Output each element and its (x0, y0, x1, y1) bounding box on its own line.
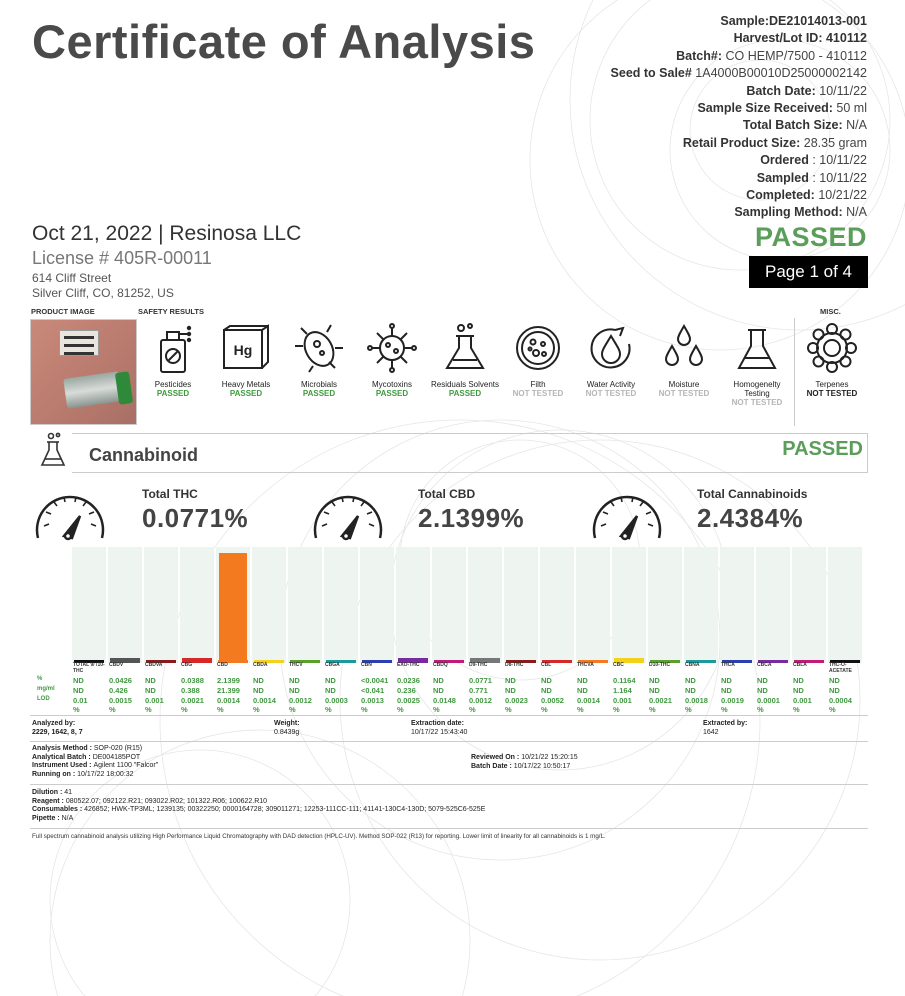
cell-lod: 0.0004 (829, 696, 852, 705)
cell-unit: % (829, 705, 836, 714)
meta-label: Seed to Sale# (610, 66, 696, 81)
misc-label: MISC. (820, 307, 841, 316)
gauge-icon (308, 486, 388, 546)
extracted-by (703, 720, 747, 737)
bar-track (180, 547, 214, 663)
cell-mg: ND (721, 686, 732, 695)
cell-mg: 0.426 (109, 686, 128, 695)
meta-label: Sampling Method: (734, 205, 847, 220)
meta-value: : 10/11/22 (812, 170, 867, 185)
meta-value: N/A (846, 205, 867, 220)
meta-label: Batch Date: (746, 83, 820, 98)
safety-pesticides (138, 322, 208, 399)
cell-lod: 0.0148 (433, 696, 456, 705)
safety-name: Water Activity (586, 380, 636, 389)
cell-lod: 0.0012 (469, 696, 492, 705)
cell-unit: % (289, 705, 296, 714)
footnote: Full spectrum cannabinoid analysis utilizing High Performance Liquid Chromatography with DAD detection (HPLC-UV). Method SOP-022 (R13) for reporting. Lower limit of linearity for all cannabinoids is 1 mg/L. (32, 833, 606, 840)
cannabinoid-status: PASSED (782, 438, 863, 460)
bar-track (576, 547, 610, 663)
cell-unit: % (325, 705, 332, 714)
meta-value: 10/11/22 (819, 83, 867, 98)
cell-pct: ND (289, 676, 300, 685)
cell-mg: ND (649, 686, 660, 695)
divider (30, 784, 868, 785)
safety-status: PASSED (448, 389, 482, 398)
cell-mg: ND (253, 686, 264, 695)
safety-name: Homogenelty Testing (733, 380, 781, 398)
safety-status: NOT TESTED (585, 389, 637, 398)
reviewed-on-value: 10/21/22 15:20:15 (521, 754, 578, 761)
cell-mg: ND (325, 686, 336, 695)
cell-mg: 21.399 (217, 686, 240, 695)
instrument-value: Agilent 1100 "Falcor" (93, 762, 159, 769)
safety-results-label: SAFETY RESULTS (138, 307, 204, 316)
safety-name: Filth (530, 380, 546, 389)
misc-divider (794, 318, 795, 426)
column-header: THC-O-ACETATE (829, 662, 852, 674)
analytical-batch-value: DE004185POT (92, 753, 141, 761)
cell-mg: 1.164 (613, 686, 632, 695)
misc-terpenes (797, 322, 867, 399)
lab-street: 614 Cliff Street (32, 271, 112, 285)
cell-pct: 0.1164 (613, 676, 636, 685)
analysis-method-value: SOP-020 (R15) (93, 745, 143, 752)
column-header: EXO-THC (397, 662, 420, 668)
cell-pct: ND (721, 676, 732, 685)
meta-value: 50 ml (836, 101, 867, 116)
reagents-block (32, 789, 485, 823)
cell-mg: ND (577, 686, 588, 695)
homogeneity-icon (731, 322, 783, 374)
running-on-value: 10/17/22 18:00:32 (77, 770, 134, 778)
safety-water-activity (576, 322, 646, 399)
safety-status: PASSED (302, 389, 336, 398)
gauge-icon (30, 486, 110, 546)
cell-unit: % (361, 705, 368, 714)
meta-label: Retail Product Size: (682, 135, 804, 150)
product-image (30, 319, 137, 425)
overall-status: PASSED (754, 222, 867, 252)
column-header: D10-THC (649, 662, 671, 668)
column-header: THCVA (577, 662, 594, 668)
reagent-value: 080522.07; 092122.R21; 093022.R02; 101322.R06; 100622.R10 (65, 797, 268, 805)
product-tube (63, 371, 123, 409)
cell-mg: 0.236 (397, 686, 416, 695)
cell-pct: ND (505, 676, 516, 685)
bar-track (720, 547, 754, 663)
column-header: THCA (721, 662, 735, 668)
cell-lod: 0.01 (73, 696, 88, 705)
weight (274, 720, 300, 737)
total-cbd-value: 2.1399% (418, 503, 525, 533)
extraction-date-value: 10/17/22 15:43:40 (411, 728, 468, 736)
misc-status: NOT TESTED (806, 389, 858, 398)
column-header: CBDVA (145, 662, 163, 668)
bar-track (324, 547, 358, 663)
page-indicator: Page 1 of 4 (749, 256, 868, 288)
reagent-label: Reagent : (32, 797, 66, 805)
safety-name: Mycotoxins (371, 380, 412, 389)
meta-value: 10/21/22 (818, 188, 867, 203)
column-header: CBDA (253, 662, 268, 668)
column-header: CBG (181, 662, 193, 668)
total-thc-value: 0.0771% (142, 503, 249, 533)
cell-pct: ND (253, 676, 264, 685)
gauge-icon (587, 486, 667, 546)
cell-pct: ND (793, 676, 804, 685)
column-header: THCV (289, 662, 303, 668)
water-activity-icon (585, 322, 637, 374)
reviewed-on-label: Reviewed On : (471, 754, 522, 761)
meta-label: Ordered (760, 153, 813, 168)
cell-pct: ND (433, 676, 444, 685)
column-header: CBD (217, 662, 228, 668)
column-header: CBNA (685, 662, 700, 668)
column-header: D8-THC (505, 662, 524, 668)
meta-label: Sampled (756, 170, 813, 185)
safety-heavy-metals (211, 322, 281, 399)
lab-city: Silver Cliff, CO, 81252, US (32, 286, 174, 300)
cell-pct: ND (73, 676, 84, 685)
cell-lod: 0.0001 (757, 696, 780, 705)
product-label (59, 330, 99, 356)
column-header: TOTAL 9/ /10-THC (73, 662, 105, 674)
cell-unit: % (721, 705, 728, 714)
meta-row (611, 170, 867, 187)
cell-unit: % (397, 705, 404, 714)
cell-unit: % (469, 705, 476, 714)
meta-value: CO HEMP/7500 - 410112 (725, 48, 867, 63)
cell-lod: 0.0021 (649, 696, 672, 705)
column-header: CBGA (325, 662, 340, 668)
extracted-by-label: Extracted by: (703, 720, 748, 727)
cell-lod: 0.0018 (685, 696, 708, 705)
document-title: Certificate of Analysis (32, 15, 536, 68)
column-header: CBL (541, 662, 552, 668)
pesticides-icon (153, 322, 193, 374)
safety-name: Moisture (668, 380, 700, 389)
moisture-icon (658, 322, 710, 374)
cell-unit: % (145, 705, 152, 714)
bar-cbd (219, 553, 247, 663)
bar-track (648, 547, 682, 663)
row-label-lod: LOD (37, 696, 50, 702)
analysis-method-label: Analysis Method : (32, 745, 94, 752)
meta-row (611, 100, 867, 117)
bar-track (468, 547, 502, 663)
cell-lod: 0.0025 (397, 696, 420, 705)
cell-lod: 0.0019 (721, 696, 744, 705)
column-header: CBCA (757, 662, 772, 668)
cell-lod: 0.0021 (181, 696, 204, 705)
cell-lod: 0.0015 (109, 696, 132, 705)
cell-lod: 0.0014 (253, 696, 276, 705)
cell-lod: 0.001 (793, 696, 812, 705)
cell-mg: ND (289, 686, 300, 695)
cell-mg: ND (73, 686, 84, 695)
extracted-by-value: 1642 (703, 728, 719, 736)
cell-mg: ND (541, 686, 552, 695)
cell-unit: % (541, 705, 548, 714)
cell-mg: <0.041 (361, 686, 385, 695)
dilution-value: 41 (64, 789, 73, 796)
cell-unit: % (685, 705, 692, 714)
safety-status: PASSED (375, 389, 409, 398)
weight-value: 0.8439g (274, 728, 300, 736)
meta-label: Batch#: (676, 48, 726, 63)
analytical-batch-label: Analytical Batch : (32, 753, 93, 761)
meta-row (611, 13, 867, 30)
bar-track (756, 547, 790, 663)
meta-label: Sample: (720, 14, 769, 28)
cell-unit: % (433, 705, 440, 714)
meta-row (611, 30, 867, 47)
cannabinoid-title: Cannabinoid (89, 445, 198, 465)
meta-value: 410112 (825, 31, 867, 46)
cell-mg: ND (793, 686, 804, 695)
lab-date-name: Oct 21, 2022 | Resinosa LLC (32, 222, 302, 245)
meta-row (611, 187, 867, 204)
cell-pct: ND (649, 676, 660, 685)
analyzed-by-value: 2229, 1642, 8, 7 (32, 728, 83, 736)
weight-label: Weight: (274, 720, 300, 727)
cell-mg: 0.388 (181, 686, 200, 695)
analyzed-by (32, 720, 83, 737)
cell-pct: 2.1399 (217, 676, 240, 685)
safety-homogeneity (722, 322, 792, 408)
cell-lod: 0.0052 (541, 696, 564, 705)
meta-value: N/A (846, 118, 867, 133)
bar-track (792, 547, 826, 663)
meta-value: 1A4000B00010D25000002142 (695, 66, 867, 81)
lab-license: License # 405R-00011 (32, 248, 212, 268)
mycotoxins-icon (366, 322, 418, 374)
meta-label: Sample Size Received: (697, 101, 837, 116)
column-header: D9-THC (469, 662, 488, 668)
row-label-pct: % (37, 676, 43, 682)
extraction-date (411, 720, 467, 737)
safety-status: NOT TESTED (731, 398, 783, 407)
heavy-metals-symbol: Hg (233, 342, 253, 358)
safety-name: Residuals Solvents (430, 380, 500, 389)
cannabinoid-flask-icon (40, 432, 66, 468)
safety-status: NOT TESTED (512, 389, 564, 398)
meta-value: : 10/11/22 (812, 153, 867, 168)
meta-label: Harvest/Lot ID: (733, 31, 826, 46)
sample-meta (611, 13, 867, 222)
dilution-label: Dilution : (32, 789, 65, 796)
bar-track (360, 547, 394, 663)
cell-unit: % (217, 705, 224, 714)
safety-name: Pesticides (154, 380, 192, 389)
cell-pct: 0.0426 (109, 676, 132, 685)
pipette-label: Pipette : (32, 814, 62, 822)
consumables-value: 426852; HWK-TP3ML; 1239135; 00322250; 0000164728; 309011271; 12253-111CC-111; 41141-130C4-130D; 5079-525C6-525E (84, 806, 486, 813)
meta-row (611, 83, 867, 100)
bar-track (540, 547, 574, 663)
cell-mg: ND (505, 686, 516, 695)
review-block (471, 754, 578, 771)
residual-solvents-icon (439, 322, 491, 374)
misc-name: Terpenes (815, 380, 849, 389)
cell-lod: 0.0023 (505, 696, 528, 705)
cell-unit: % (253, 705, 260, 714)
cell-pct: <0.0041 (361, 676, 389, 685)
safety-mycotoxins (357, 322, 427, 399)
safety-moisture (649, 322, 719, 399)
bar-track (72, 547, 106, 663)
cell-pct: ND (145, 676, 156, 685)
bar-track (612, 547, 646, 663)
column-header: CBDV (109, 662, 124, 668)
cell-pct: 0.0388 (181, 676, 204, 685)
heavy-metals-icon (220, 322, 272, 374)
total-thc-label: Total THC (142, 487, 198, 501)
bar-track (144, 547, 178, 663)
cell-unit: % (181, 705, 188, 714)
safety-residual-solvents (430, 322, 500, 399)
column-header: CBLA (793, 662, 807, 668)
safety-status: PASSED (156, 389, 190, 398)
terpenes-icon (806, 322, 858, 374)
cell-mg: ND (829, 686, 840, 695)
total-cannabinoids-label: Total Cannabinoids (697, 487, 808, 501)
cell-mg: ND (685, 686, 696, 695)
safety-status: PASSED (229, 389, 263, 398)
bar-track (252, 547, 286, 663)
total-cbd-label: Total CBD (418, 487, 476, 501)
cell-lod: 0.0012 (289, 696, 312, 705)
batch-date-label: Batch Date : (471, 762, 514, 770)
safety-filth (503, 322, 573, 399)
safety-name: Microbials (300, 380, 337, 389)
cell-pct: ND (829, 676, 840, 685)
bar-track (108, 547, 142, 663)
meta-row (611, 117, 867, 134)
bar-track (288, 547, 322, 663)
divider (30, 715, 868, 716)
column-header: CBDQ (433, 662, 448, 668)
cell-pct: ND (325, 676, 336, 685)
safety-microbials (284, 322, 354, 399)
column-header: CBN (361, 662, 372, 668)
meta-row (611, 48, 867, 65)
lab-info (32, 222, 301, 301)
divider (30, 741, 868, 742)
running-on-label: Running on : (32, 770, 78, 778)
cell-lod: 0.001 (613, 696, 632, 705)
cell-pct: 0.0771 (469, 676, 492, 685)
cell-pct: ND (577, 676, 588, 685)
cannabinoid-bar-chart (72, 545, 864, 663)
cell-unit: % (577, 705, 584, 714)
bar-track (432, 547, 466, 663)
cell-unit: % (649, 705, 656, 714)
cell-unit: % (613, 705, 620, 714)
cell-pct: ND (685, 676, 696, 685)
meta-row (611, 65, 867, 82)
safety-status: NOT TESTED (658, 389, 710, 398)
meta-row (611, 204, 867, 221)
bar-track (396, 547, 430, 663)
bar-track (504, 547, 538, 663)
safety-name: Heavy Metals (221, 380, 271, 389)
cell-unit: % (793, 705, 800, 714)
cell-unit: % (73, 705, 80, 714)
cell-lod: 0.0013 (361, 696, 384, 705)
batch-date-value: 10/17/22 10:50:17 (513, 762, 571, 770)
meta-value: 28.35 gram (803, 135, 867, 150)
analysis-method-block (32, 745, 158, 779)
bar-track (684, 547, 718, 663)
microbials-icon (293, 322, 345, 374)
extraction-date-label: Extraction date: (411, 720, 464, 727)
pipette-value: N/A (61, 814, 74, 822)
cell-pct: ND (757, 676, 768, 685)
bar-track (828, 547, 862, 663)
cell-pct: ND (541, 676, 552, 685)
column-header: CBC (613, 662, 624, 668)
cell-unit: % (505, 705, 512, 714)
meta-row (611, 152, 867, 169)
cell-lod: 0.001 (145, 696, 164, 705)
row-label-mgml: mg/ml (37, 686, 55, 692)
meta-row (611, 135, 867, 152)
consumables-label: Consumables : (32, 806, 85, 813)
total-cannabinoids-value: 2.4384% (697, 503, 804, 533)
cell-mg: ND (145, 686, 156, 695)
cell-mg: ND (757, 686, 768, 695)
cell-unit: % (757, 705, 764, 714)
analyzed-by-label: Analyzed by: (32, 720, 76, 727)
cell-mg: 0.771 (469, 686, 488, 695)
cell-mg: ND (433, 686, 444, 695)
filth-icon (512, 322, 564, 374)
meta-label: Completed: (746, 188, 819, 203)
cell-lod: 0.0003 (325, 696, 348, 705)
instrument-label: Instrument Used : (32, 762, 94, 769)
meta-value: DE21014013-001 (769, 14, 867, 28)
divider (30, 828, 868, 829)
product-image-label: PRODUCT IMAGE (31, 307, 95, 316)
cell-lod: 0.0014 (577, 696, 600, 705)
cell-lod: 0.0014 (217, 696, 240, 705)
meta-label: Total Batch Size: (742, 118, 847, 133)
cell-pct: 0.0236 (397, 676, 420, 685)
cell-unit: % (109, 705, 116, 714)
